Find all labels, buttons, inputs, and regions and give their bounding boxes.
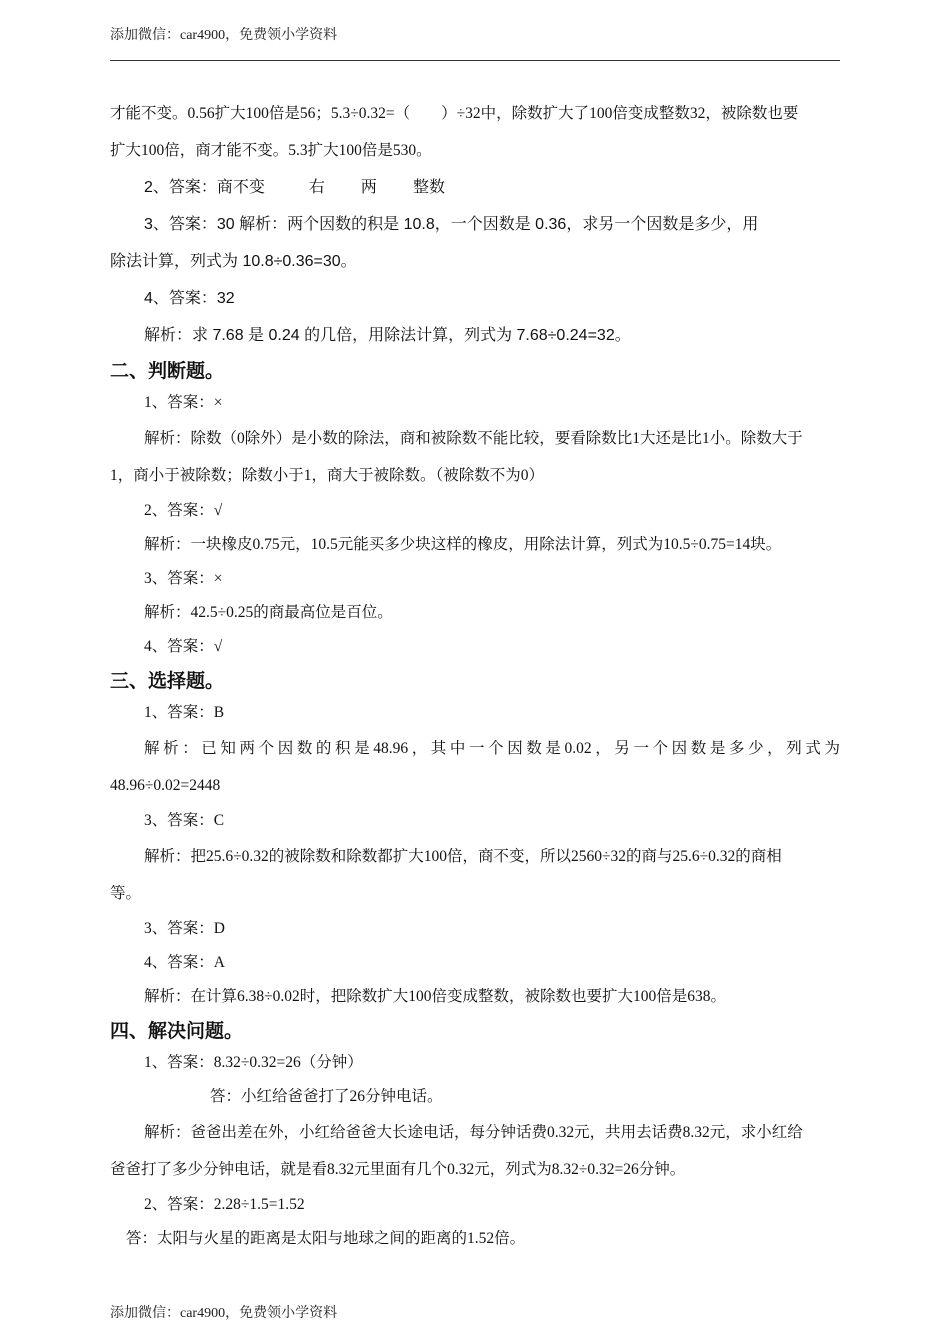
- answer-line: 1、答案：8.32÷0.32=26（分钟）: [144, 1054, 363, 1071]
- analysis-line: 解析：42.5÷0.25的商最高位是百位。: [144, 604, 393, 621]
- analysis-line: 解析：一块橡皮0.75元，10.5元能买多少块这样的橡皮，用除法计算，列式为10.5÷0.75=14块。: [144, 536, 782, 553]
- paragraph-line: 等。: [110, 885, 142, 902]
- paragraph-line: 才能不变。0.56扩大100倍是56；5.3÷0.32=（ ）÷32中，除数扩大了100倍变成整数32，被除数也要: [110, 105, 799, 122]
- paragraph-line: 爸爸打了多少分钟电话，就是看8.32元里面有几个0.32元，列式为8.32÷0.32=26分钟。: [110, 1161, 686, 1178]
- answer-line: 1、答案：B: [144, 704, 225, 721]
- answer-line: 4、答案：32: [144, 290, 235, 307]
- answer-text: 2、答案：商不变: [144, 179, 265, 196]
- analysis-line: 解析：把25.6÷0.32的被除数和除数都扩大100倍，商不变，所以2560÷32的商与25.6÷0.32的商相: [144, 848, 782, 865]
- analysis-line: 解析：已知两个因数的积是48.96，其中一个因数是0.02，另一个因数是多少，列式为: [144, 740, 840, 757]
- answer-statement: 答：小红给爸爸打了26分钟电话。: [210, 1088, 443, 1105]
- section-heading: 三、选择题。: [110, 670, 225, 692]
- section-heading: 四、解决问题。: [110, 1020, 244, 1042]
- page-footer: 添加微信：car4900，免费领小学资料: [110, 1306, 338, 1321]
- paragraph-line: 扩大100倍，商才能不变。5.3扩大100倍是530。: [110, 142, 432, 159]
- answer-line: 4、答案：√: [144, 638, 223, 655]
- answer-line: 3、答案：30 解析：两个因数的积是 10.8，一个因数是 0.36，求另一个因数是多少，用: [144, 216, 759, 233]
- answer-line: 3、答案：D: [144, 920, 225, 937]
- answer-line: 3、答案：C: [144, 812, 225, 829]
- header-divider: [110, 60, 840, 61]
- answer-line: 2、答案：2.28÷1.5=1.52: [144, 1196, 305, 1213]
- answer-text: 右: [308, 179, 325, 196]
- answer-text: 整数: [412, 179, 445, 196]
- analysis-line: 解析：在计算6.38÷0.02时，把除数扩大100倍变成整数，被除数也要扩大100倍是638。: [144, 988, 727, 1005]
- document-body: [110, 95, 840, 1256]
- section-heading: 二、判断题。: [110, 360, 225, 382]
- answer-line: 1、答案：×: [144, 394, 223, 411]
- analysis-line: 解析：求 7.68 是 0.24 的几倍，用除法计算，列式为 7.68÷0.24=32。: [144, 327, 631, 344]
- answer-line: 4、答案：A: [144, 954, 225, 971]
- paragraph-line: 除法计算，列式为 10.8÷0.36=30。: [110, 253, 357, 270]
- answer-text: 两: [360, 179, 377, 196]
- analysis-line: 解析：除数（0除外）是小数的除法，商和被除数不能比较，要看除数比1大还是比1小。除数大于: [144, 430, 803, 447]
- analysis-line: 解析：爸爸出差在外，小红给爸爸大长途电话，每分钟话费0.32元，共用去话费8.32元，求小红给: [144, 1124, 803, 1141]
- answer-line: 3、答案：×: [144, 570, 223, 587]
- answer-line: 2、答案：√: [144, 502, 223, 519]
- answer-line: [110, 169, 840, 206]
- answer-statement: 答：太阳与火星的距离是太阳与地球之间的距离的1.52倍。: [126, 1230, 526, 1247]
- paragraph-line: 48.96÷0.02=2448: [110, 777, 221, 794]
- page-header: 添加微信：car4900，免费领小学资料: [110, 28, 338, 43]
- paragraph-line: 1，商小于被除数；除数小于1，商大于被除数。（被除数不为0）: [110, 467, 545, 484]
